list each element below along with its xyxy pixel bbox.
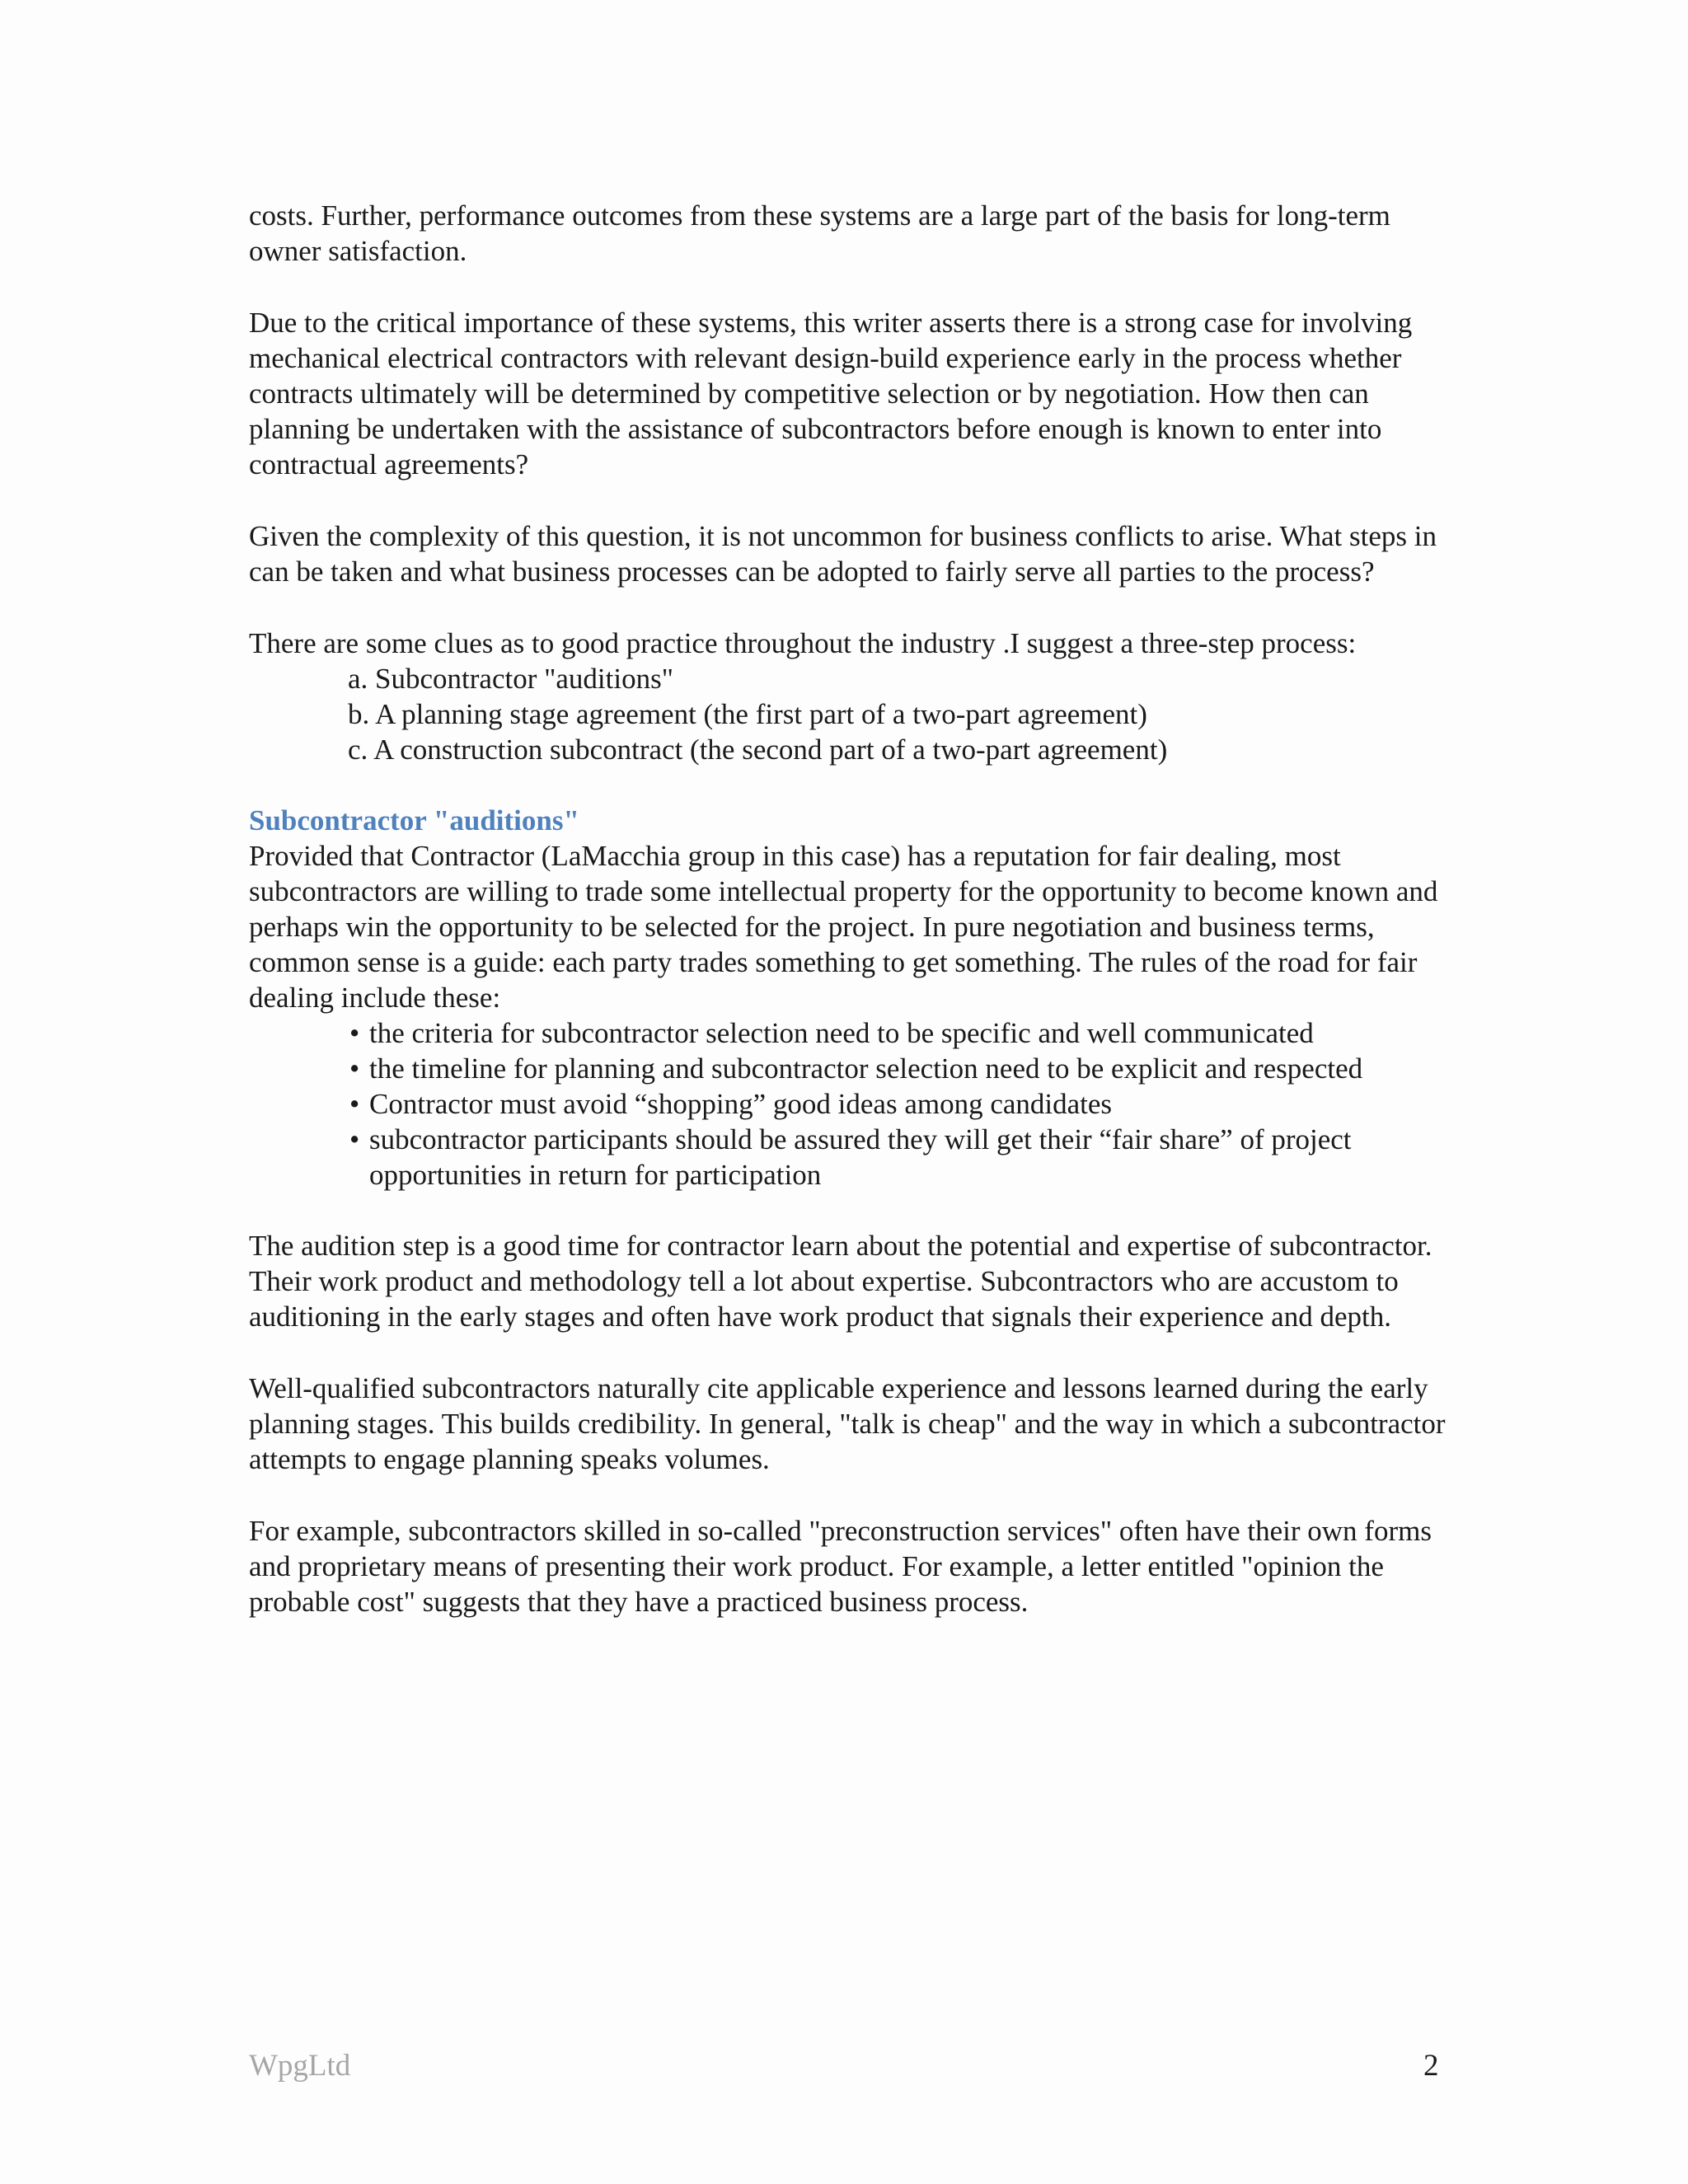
bullet-item — [349, 1086, 1452, 1122]
paragraph-three-step: There are some clues as to good practice throughout the industry .I suggest a three-step process: — [249, 627, 1357, 659]
bullet-icon: • — [349, 1123, 360, 1155]
bullet-icon: • — [349, 1017, 360, 1049]
bullet-icon: • — [349, 1088, 360, 1120]
bullet-text: subcontractor participants should be assured they will get their “fair share” of project opportunities in return for participation — [369, 1123, 1352, 1191]
paragraph-well-qualified: Well-qualified subcontractors naturally cite applicable experience and lessons learned during the early planning stages. This builds credibility. In general, "talk is cheap" and the way in which a subcontractor attempts to engage planning speaks volumes. — [249, 1372, 1446, 1475]
bullet-text: the criteria for subcontractor selection need to be specific and well communicated — [369, 1017, 1314, 1049]
step-item-c: c. A construction subcontract (the second part of a two-part agreement) — [348, 733, 1168, 766]
paragraph-complexity: Given the complexity of this question, it is not uncommon for business conflicts to arise. What steps in can be taken and what business processes can be adopted to fairly serve all parties to the process? — [249, 520, 1437, 588]
paragraph-costs: costs. Further, performance outcomes from these systems are a large part of the basis for long-term owner satisfaction. — [249, 199, 1390, 267]
paragraph-critical-importance: Due to the critical importance of these systems, this writer asserts there is a strong case for involving mechanical electrical contractors with relevant design-build experience early in the process whether contracts ultimately will be determined by competitive selection or by negotiation. How then can planning be undertaken with the assistance of subcontractors before enough is known to enter into contractual agreements? — [249, 307, 1413, 480]
paragraph-fair-dealing: Provided that Contractor (LaMacchia group in this case) has a reputation for fair dealing, most subcontractors are willing to trade some intellectual property for the opportunity to become known and perhaps win the opportunity to be selected for the project. In pure negotiation and business terms, common sense is a guide: each party trades something to get something. The rules of the road for fair dealing include these: — [249, 840, 1438, 1014]
bullet-item — [349, 1051, 1452, 1086]
bullet-text: Contractor must avoid “shopping” good ideas among candidates — [369, 1088, 1113, 1120]
page-body — [249, 198, 1452, 1656]
step-item-a: a. Subcontractor "auditions" — [348, 663, 674, 695]
paragraph-for-example: For example, subcontractors skilled in so-called "preconstruction services" often have their own forms and proprietary means of presenting their work product. For example, a letter entitled "opinion the probable cost" suggests that they have a practiced business process. — [249, 1515, 1432, 1618]
step-item-b: b. A planning stage agreement (the first part of a two-part agreement) — [348, 698, 1147, 730]
footer-company-name: WpgLtd — [249, 2049, 351, 2083]
section-heading-auditions: Subcontractor "auditions" — [249, 804, 579, 837]
bullet-text: the timeline for planning and subcontractor selection need to be explicit and respected — [369, 1052, 1363, 1085]
fair-dealing-rules-list — [249, 1015, 1452, 1193]
bullet-icon: • — [349, 1052, 360, 1085]
three-step-list — [249, 661, 1452, 767]
paragraph-audition-step: The audition step is a good time for contractor learn about the potential and expertise of subcontractor. Their work product and methodology tell a lot about expertise. Subcontractors who are accustom to auditioning in the early stages and often have work product that signals their experience and depth. — [249, 1230, 1432, 1333]
page-number: 2 — [1423, 2049, 1439, 2083]
bullet-item — [349, 1122, 1452, 1193]
bullet-item — [349, 1015, 1452, 1051]
